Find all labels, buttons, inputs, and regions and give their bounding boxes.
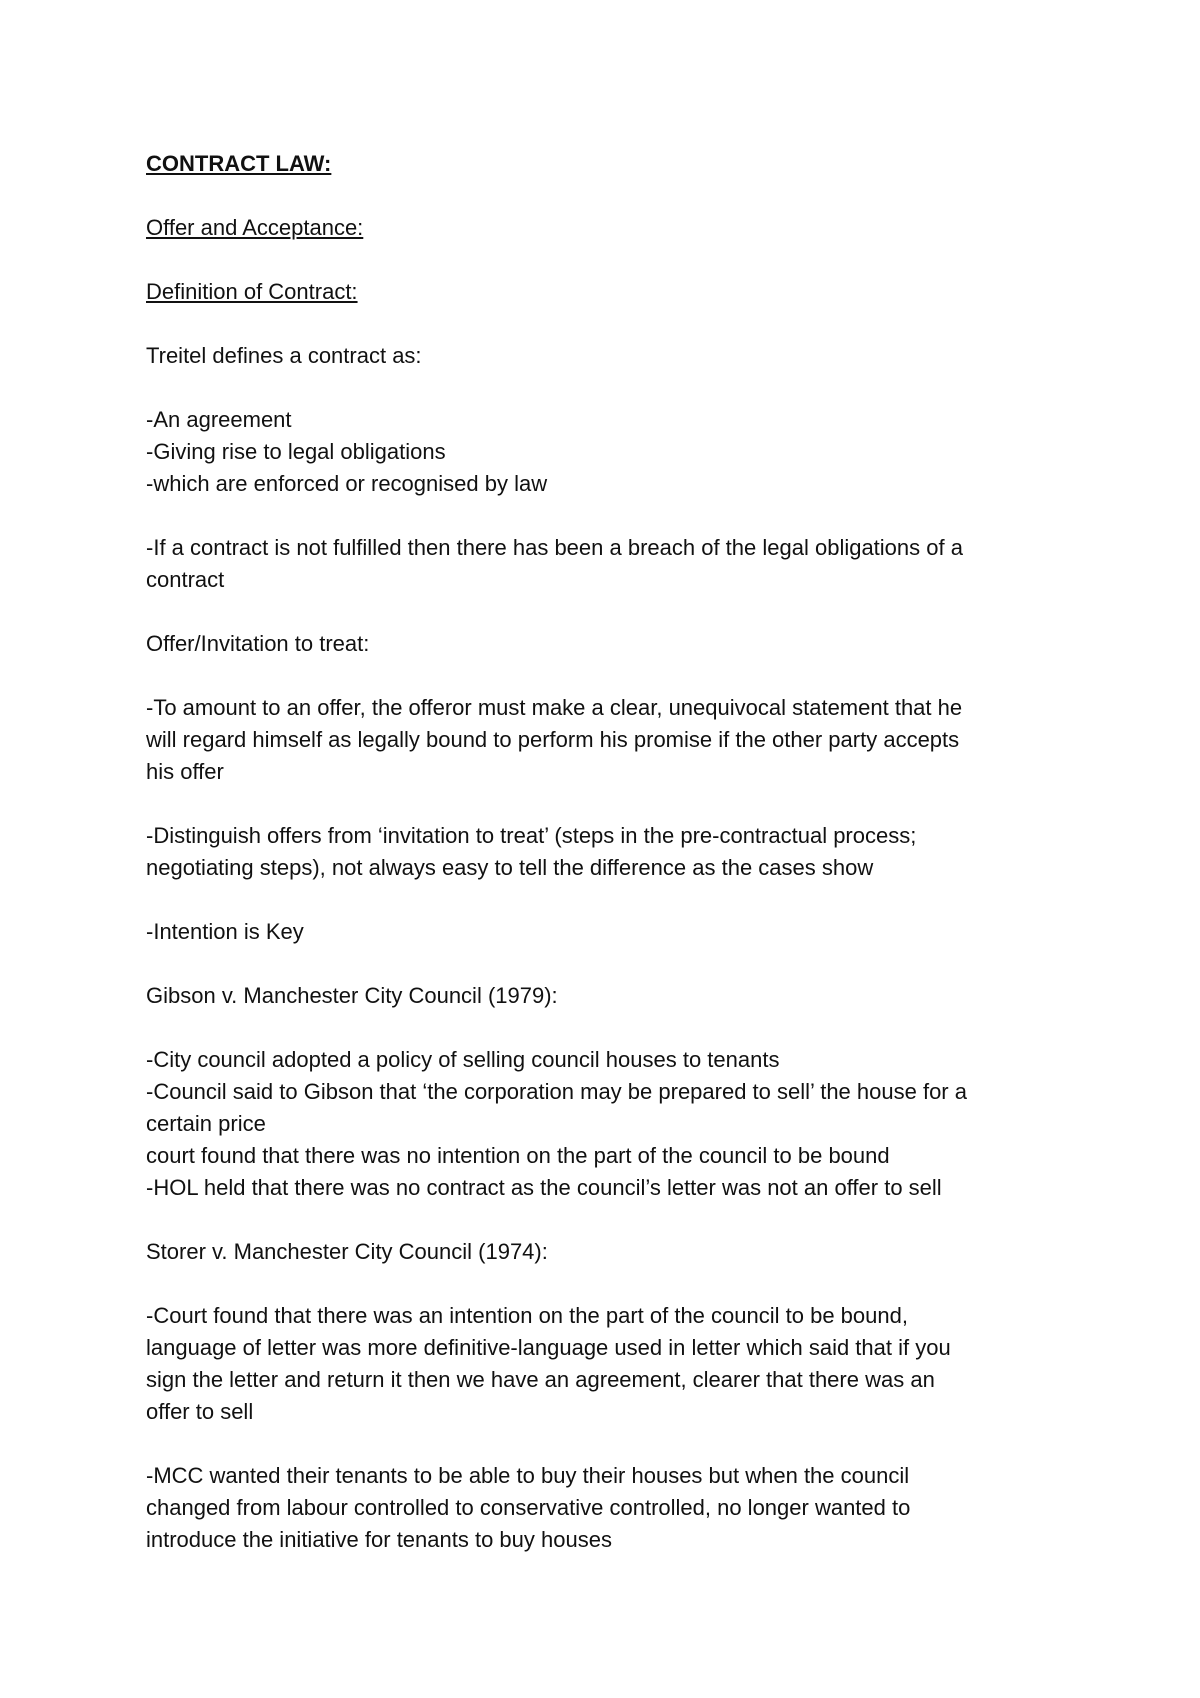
gibson-case-heading: Gibson v. Manchester City Council (1979): — [146, 983, 558, 1008]
spacer — [146, 596, 1076, 628]
storer-case-line: -Court found that there was an intention on the part of the council to be bound, — [146, 1303, 908, 1328]
spacer — [146, 1204, 1076, 1236]
offer-paragraph-line: -To amount to an offer, the offeror must make a clear, unequivocal statement that he — [146, 695, 963, 720]
offer-paragraph-line: his offer — [146, 759, 224, 784]
spacer — [146, 1428, 1076, 1460]
gibson-case-line: -HOL held that there was no contract as the council’s letter was not an offer to sell — [146, 1175, 942, 1200]
mcc-paragraph-line: changed from labour controlled to conservative controlled, no longer wanted to — [146, 1495, 911, 1520]
gibson-case-line: certain price — [146, 1111, 266, 1136]
mcc-paragraph-line: -MCC wanted their tenants to be able to buy their houses but when the council — [146, 1463, 910, 1488]
distinguish-paragraph-line: negotiating steps), not always easy to tell the difference as the cases show — [146, 855, 874, 880]
document-title: CONTRACT LAW: — [146, 151, 332, 176]
spacer — [146, 244, 1076, 276]
definition-intro: Treitel defines a contract as: — [146, 343, 422, 368]
storer-case-line: offer to sell — [146, 1399, 254, 1424]
definition-point: -which are enforced or recognised by law — [146, 471, 548, 496]
section-heading: Offer and Acceptance: — [146, 215, 364, 240]
breach-paragraph-line: -If a contract is not fulfilled then there has been a breach of the legal obligations of a — [146, 535, 963, 560]
spacer — [146, 788, 1076, 820]
distinguish-paragraph-line: -Distinguish offers from ‘invitation to treat’ (steps in the pre-contractual process; — [146, 823, 917, 848]
definition-point: -An agreement — [146, 407, 292, 432]
breach-paragraph-line: contract — [146, 567, 225, 592]
definition-point: -Giving rise to legal obligations — [146, 439, 446, 464]
spacer — [146, 1012, 1076, 1044]
subsection-heading: Definition of Contract: — [146, 279, 358, 304]
storer-case-line: sign the letter and return it then we have an agreement, clearer that there was an — [146, 1367, 935, 1392]
spacer — [146, 948, 1076, 980]
spacer — [146, 660, 1076, 692]
offer-heading: Offer/Invitation to treat: — [146, 631, 370, 656]
gibson-case-line: -Council said to Gibson that ‘the corporation may be prepared to sell’ the house for a — [146, 1079, 967, 1104]
intention-line: -Intention is Key — [146, 919, 304, 944]
spacer — [146, 308, 1076, 340]
offer-paragraph-line: will regard himself as legally bound to perform his promise if the other party accepts — [146, 727, 960, 752]
spacer — [146, 180, 1076, 212]
spacer — [146, 372, 1076, 404]
gibson-case-line: -City council adopted a policy of selling council houses to tenants — [146, 1047, 780, 1072]
document-body — [146, 148, 1076, 1556]
spacer — [146, 884, 1076, 916]
gibson-case-line: court found that there was no intention on the part of the council to be bound — [146, 1143, 890, 1168]
storer-case-heading: Storer v. Manchester City Council (1974): — [146, 1239, 548, 1264]
spacer — [146, 1268, 1076, 1300]
storer-case-line: language of letter was more definitive-language used in letter which said that if you — [146, 1335, 951, 1360]
mcc-paragraph-line: introduce the initiative for tenants to buy houses — [146, 1527, 612, 1552]
spacer — [146, 500, 1076, 532]
